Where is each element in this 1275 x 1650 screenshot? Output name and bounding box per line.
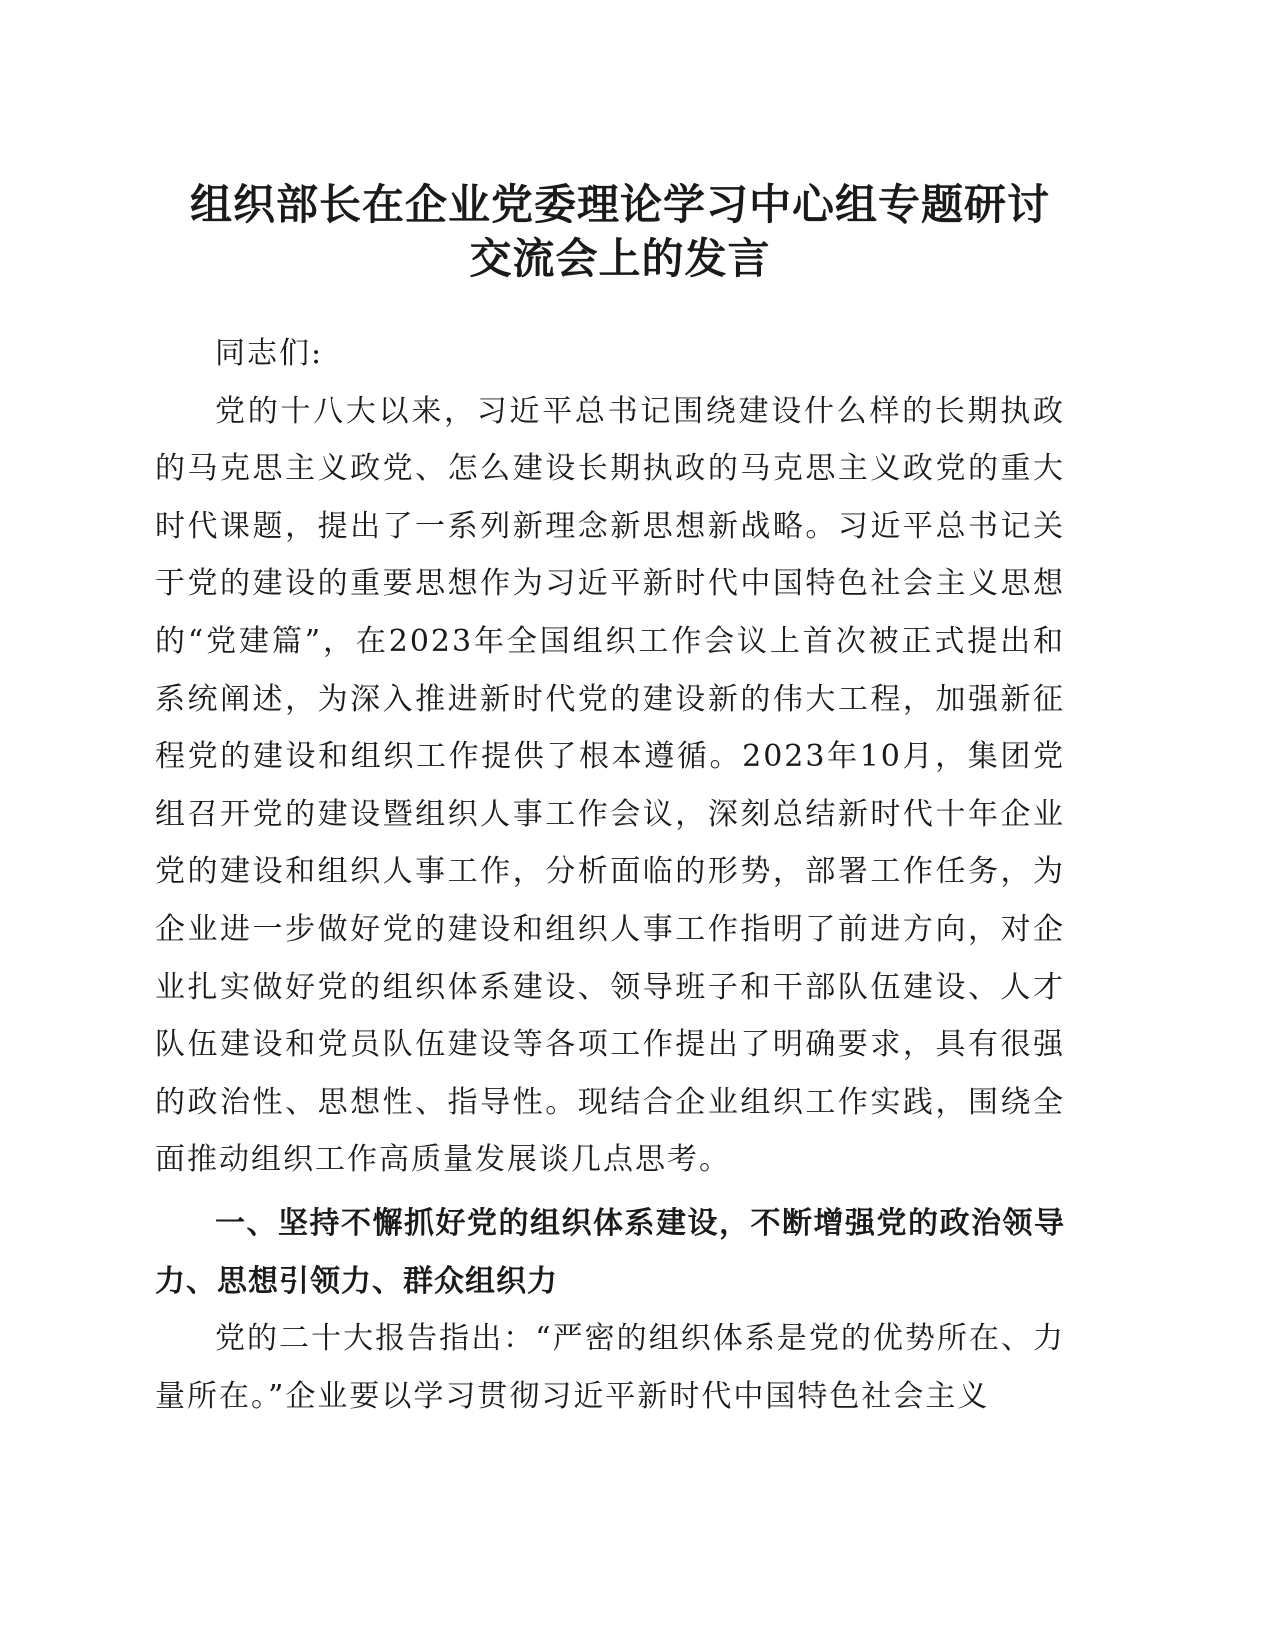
section-heading-1: 一、坚持不懈抓好党的组织体系建设，不断增强党的政治领导力、思想引领力、群众组织力 [155,1205,1065,1299]
document-body [155,325,1065,1425]
paragraph-section-1: 党的二十大报告指出：“严密的组织体系是党的优势所在、力量所在。”企业要以学习贯彻习近平新时代中国特色社会主义 [155,1321,1065,1414]
paragraph-intro: 党的十八大以来，习近平总书记围绕建设什么样的长期执政的马克思主义政党、怎么建设长期执政的马克思主义政党的重大时代课题，提出了一系列新理念新思想新战略。习近平总书记关于党的建设的重要思想作为习近平新时代中国特色社会主义思想的“党建篇”，在2023年全国组织工作会议上首次被正式提出和系统阐述，为深入推进新时代党的建设新的伟大工程，加强新征程党的建设和组织工作提供了根本遵循。2023年10月，集团党组召开党的建设暨组织人事工作会议，深刻总结新时代十年企业党的建设和组织人事工作，分析面临的形势，部署工作任务，为企业进一步做好党的建设和组织人事工作指明了前进方向，对企业扎实做好党的组织体系建设、领导班子和干部队伍建设、人才队伍建设和党员队伍建设等各项工作提出了明确要求，具有很强的政治性、思想性、指导性。现结合企业组织工作实践，围绕全面推动组织工作高质量发展谈几点思考。 [155,393,1065,1178]
document-title [150,178,1090,286]
title-line-2: 交流会上的发言 [469,234,771,283]
title-line-1: 组织部长在企业党委理论学习中心组专题研讨 [189,180,1050,229]
salutation: 同志们: [215,336,324,371]
